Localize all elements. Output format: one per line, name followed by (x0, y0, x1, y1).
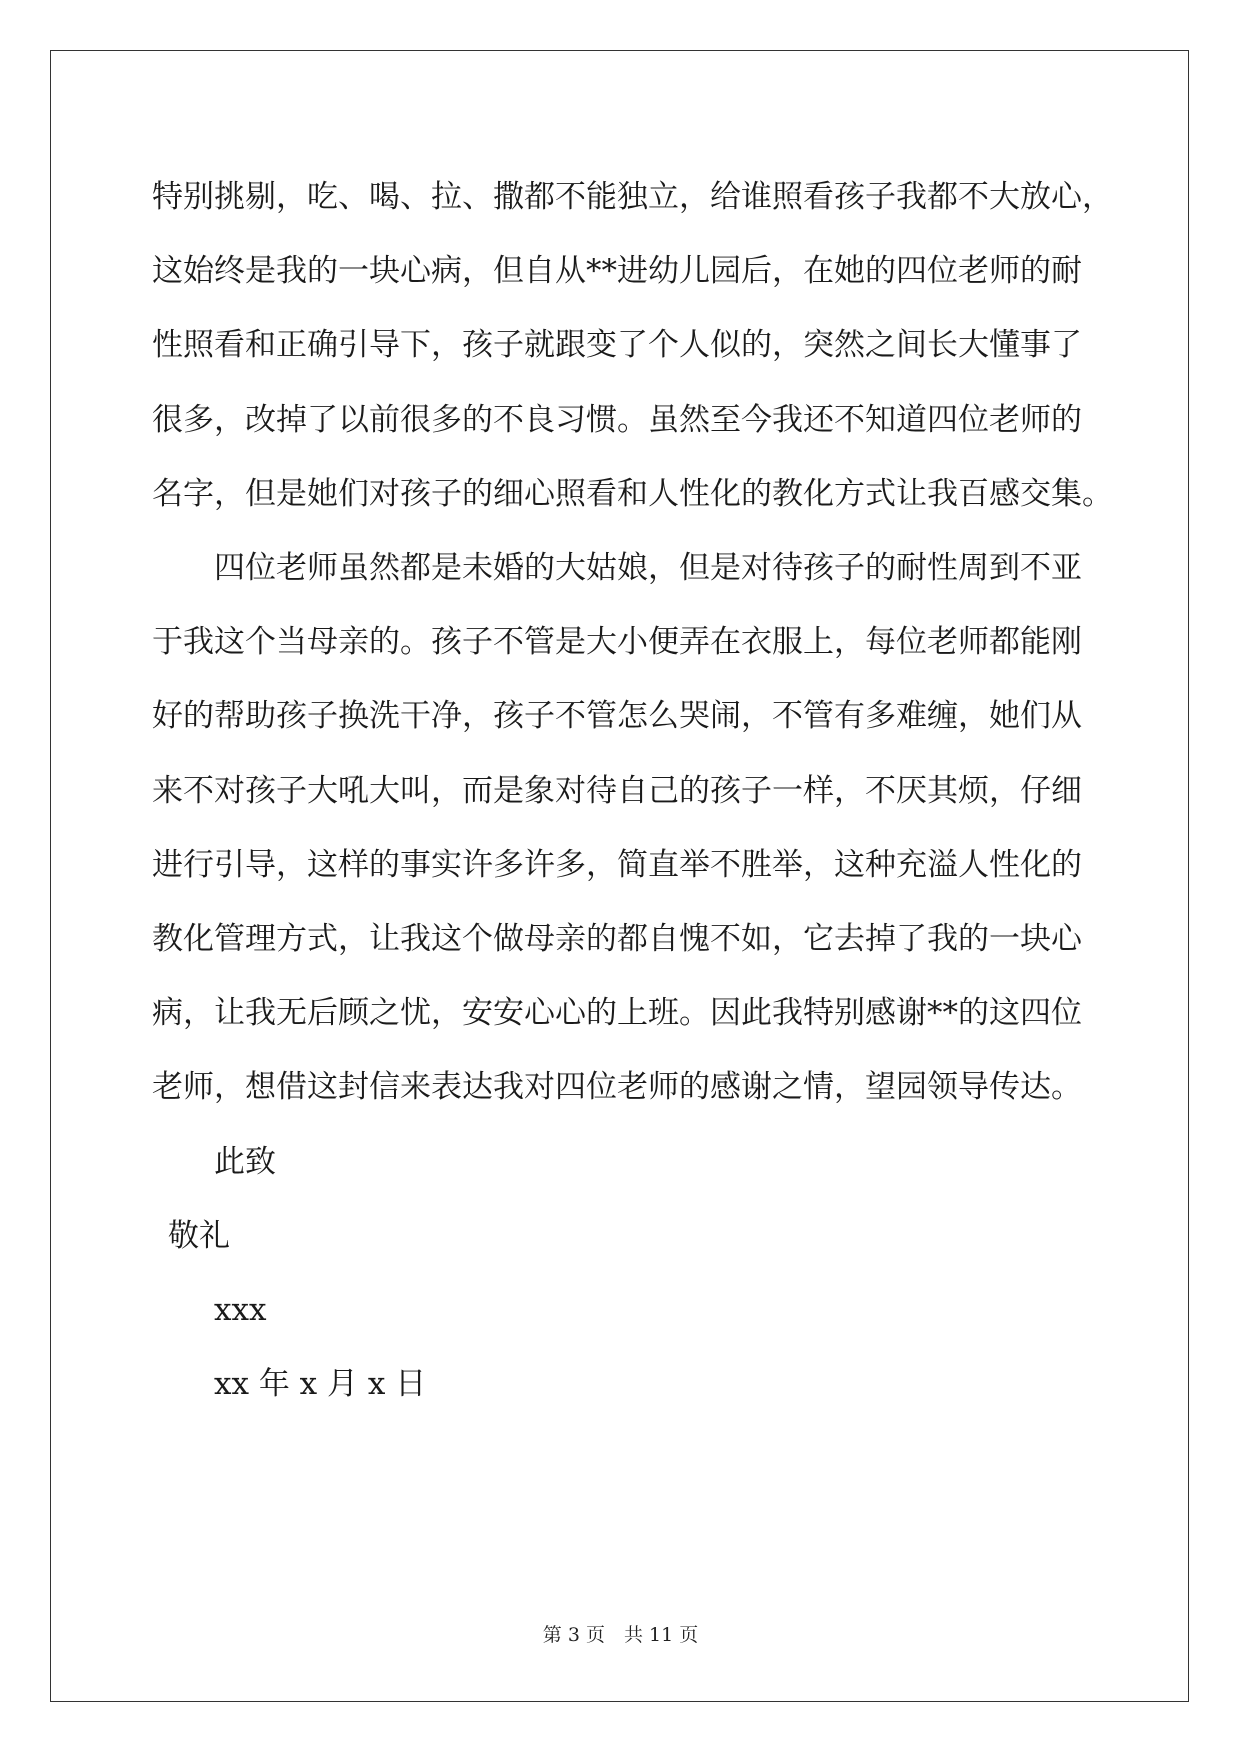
paragraph-line: 很多，改掉了以前很多的不良习惯。虽然至今我还不知道四位老师的 (152, 401, 1082, 438)
letter-date: xx 年 x 月 x 日 (214, 1366, 427, 1403)
letter-closing (152, 1125, 1092, 1422)
paragraph-2 (152, 531, 1092, 1125)
paragraph-line: 这始终是我的一块心病，但自从**进幼儿园后，在她的四位老师的耐 (152, 253, 1082, 290)
paragraph-line: 特别挑剔，吃、喝、拉、撒都不能独立，给谁照看孩子我都不大放心， (152, 179, 1113, 215)
page-number-footer: 第 3 页 共 11 页 (542, 1624, 699, 1646)
paragraph-line: 于我这个当母亲的。孩子不管是大小便弄在衣服上，每位老师都能刚 (152, 624, 1082, 661)
paragraph-line: 好的帮助孩子换洗干净，孩子不管怎么哭闹，不管有多难缠，她们从 (152, 698, 1082, 735)
signature: xxx (214, 1292, 267, 1329)
paragraph-line: 性照看和正确引导下，孩子就跟变了个人似的，突然之间长大懂事了 (152, 327, 1082, 364)
paragraph-line: 来不对孩子大吼大叫，而是象对待自己的孩子一样，不厌其烦，仔细 (152, 772, 1082, 809)
closing-respect: 敬礼 (168, 1217, 230, 1254)
paragraph-line: 教化管理方式，让我这个做母亲的都自愧不如，它去掉了我的一块心 (152, 921, 1082, 958)
paragraph-line: 名字，但是她们对孩子的细心照看和人性化的教化方式让我百感交集。 (152, 475, 1113, 512)
paragraph-1 (152, 160, 1113, 531)
paragraph-line: 进行引导，这样的事实许多许多，简直举不胜举，这种充溢人性化的 (152, 846, 1082, 883)
paragraph-line: 病，让我无后顾之忧，安安心心的上班。因此我特别感谢**的这四位 (152, 995, 1082, 1032)
letter-body (152, 160, 1113, 1421)
paragraph-line: 老师，想借这封信来表达我对四位老师的感谢之情，望园领导传达。 (152, 1069, 1082, 1106)
closing-salutation: 此致 (214, 1143, 276, 1180)
paragraph-line: 四位老师虽然都是未婚的大姑娘，但是对待孩子的耐性周到不亚 (214, 550, 1082, 587)
